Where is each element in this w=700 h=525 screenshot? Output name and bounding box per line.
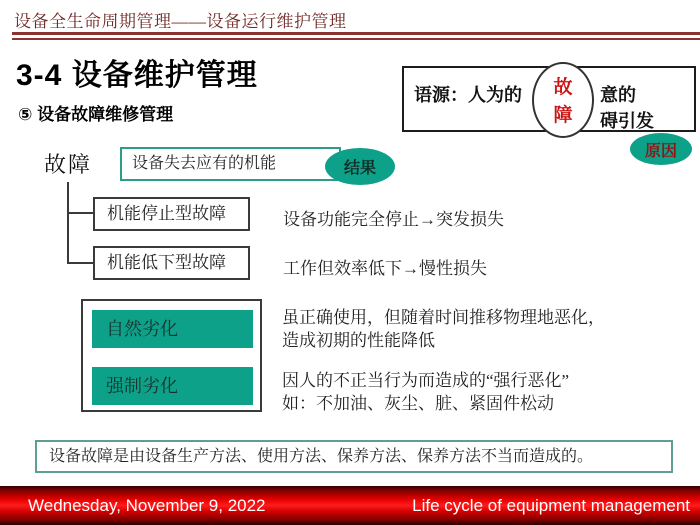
etymology-prefix: 语源：人为的: [414, 85, 522, 105]
footer-right-text: Life cycle of equipment management: [412, 495, 690, 515]
tree-branch-line-bottom: [67, 262, 93, 264]
summary-text: 设备故障是由设备生产方法、使用方法、保养方法、保养方法不当而造成的。: [49, 448, 594, 465]
deterioration-forced-line2: 如：不加油、灰尘、脏、紧固件松动: [282, 394, 554, 413]
deterioration-box-forced: [92, 367, 253, 405]
fault-type-stop-description: 设备功能完全停止→突发损失: [283, 210, 504, 229]
summary-box: [35, 440, 673, 473]
etymology-box: [402, 66, 696, 132]
cause-label: 原因: [644, 142, 677, 160]
fault-definition-box: [120, 147, 341, 181]
etymology-suffix-bottom: 碍引发: [600, 111, 654, 131]
etymology-suffix-top: 意的: [600, 85, 636, 105]
fault-definition-text: 设备失去应有的机能: [132, 155, 277, 172]
tree-branch-line-top: [67, 212, 93, 214]
header-divider-line: [12, 32, 700, 40]
fault-type-box-degrade: [93, 246, 250, 280]
etymology-ellipse: [532, 62, 594, 138]
result-label: 结果: [343, 160, 376, 177]
fault-type-box-stop: [93, 197, 250, 231]
cause-oval: [630, 133, 692, 165]
deterioration-forced-description: [282, 369, 569, 415]
deterioration-forced-label: 强制劣化: [106, 376, 178, 396]
result-oval: [325, 148, 395, 185]
footer-bar: [0, 486, 700, 525]
etymology-char-gu: 故: [553, 77, 573, 98]
header-title: 设备全生命周期管理——设备运行维护管理: [14, 12, 347, 31]
page-title: 3-4 设备维护管理: [16, 59, 258, 92]
deterioration-natural-label: 自然劣化: [106, 319, 178, 339]
fault-type-degrade-description: 工作但效率低下→慢性损失: [283, 259, 487, 278]
deterioration-natural-line2: 造成初期的性能降低: [282, 331, 435, 350]
etymology-char-zhang: 障: [553, 105, 573, 126]
deterioration-forced-line1: 因人的不正当行为而造成的“强行恶化”: [282, 371, 570, 390]
section-subtitle: ⑤ 设备故障维修管理: [18, 105, 174, 124]
deterioration-natural-line1: 虽正确使用，但随着时间推移物理地恶化，: [282, 308, 605, 327]
tree-vertical-line: [67, 182, 69, 264]
fault-type-stop-label: 机能停止型故障: [107, 204, 226, 223]
footer-date: Wednesday, November 9, 2022: [28, 495, 266, 515]
fault-type-degrade-label: 机能低下型故障: [107, 253, 226, 272]
deterioration-box-natural: [92, 310, 253, 348]
fault-label: 故障: [44, 152, 93, 177]
deterioration-natural-description: [282, 306, 605, 352]
